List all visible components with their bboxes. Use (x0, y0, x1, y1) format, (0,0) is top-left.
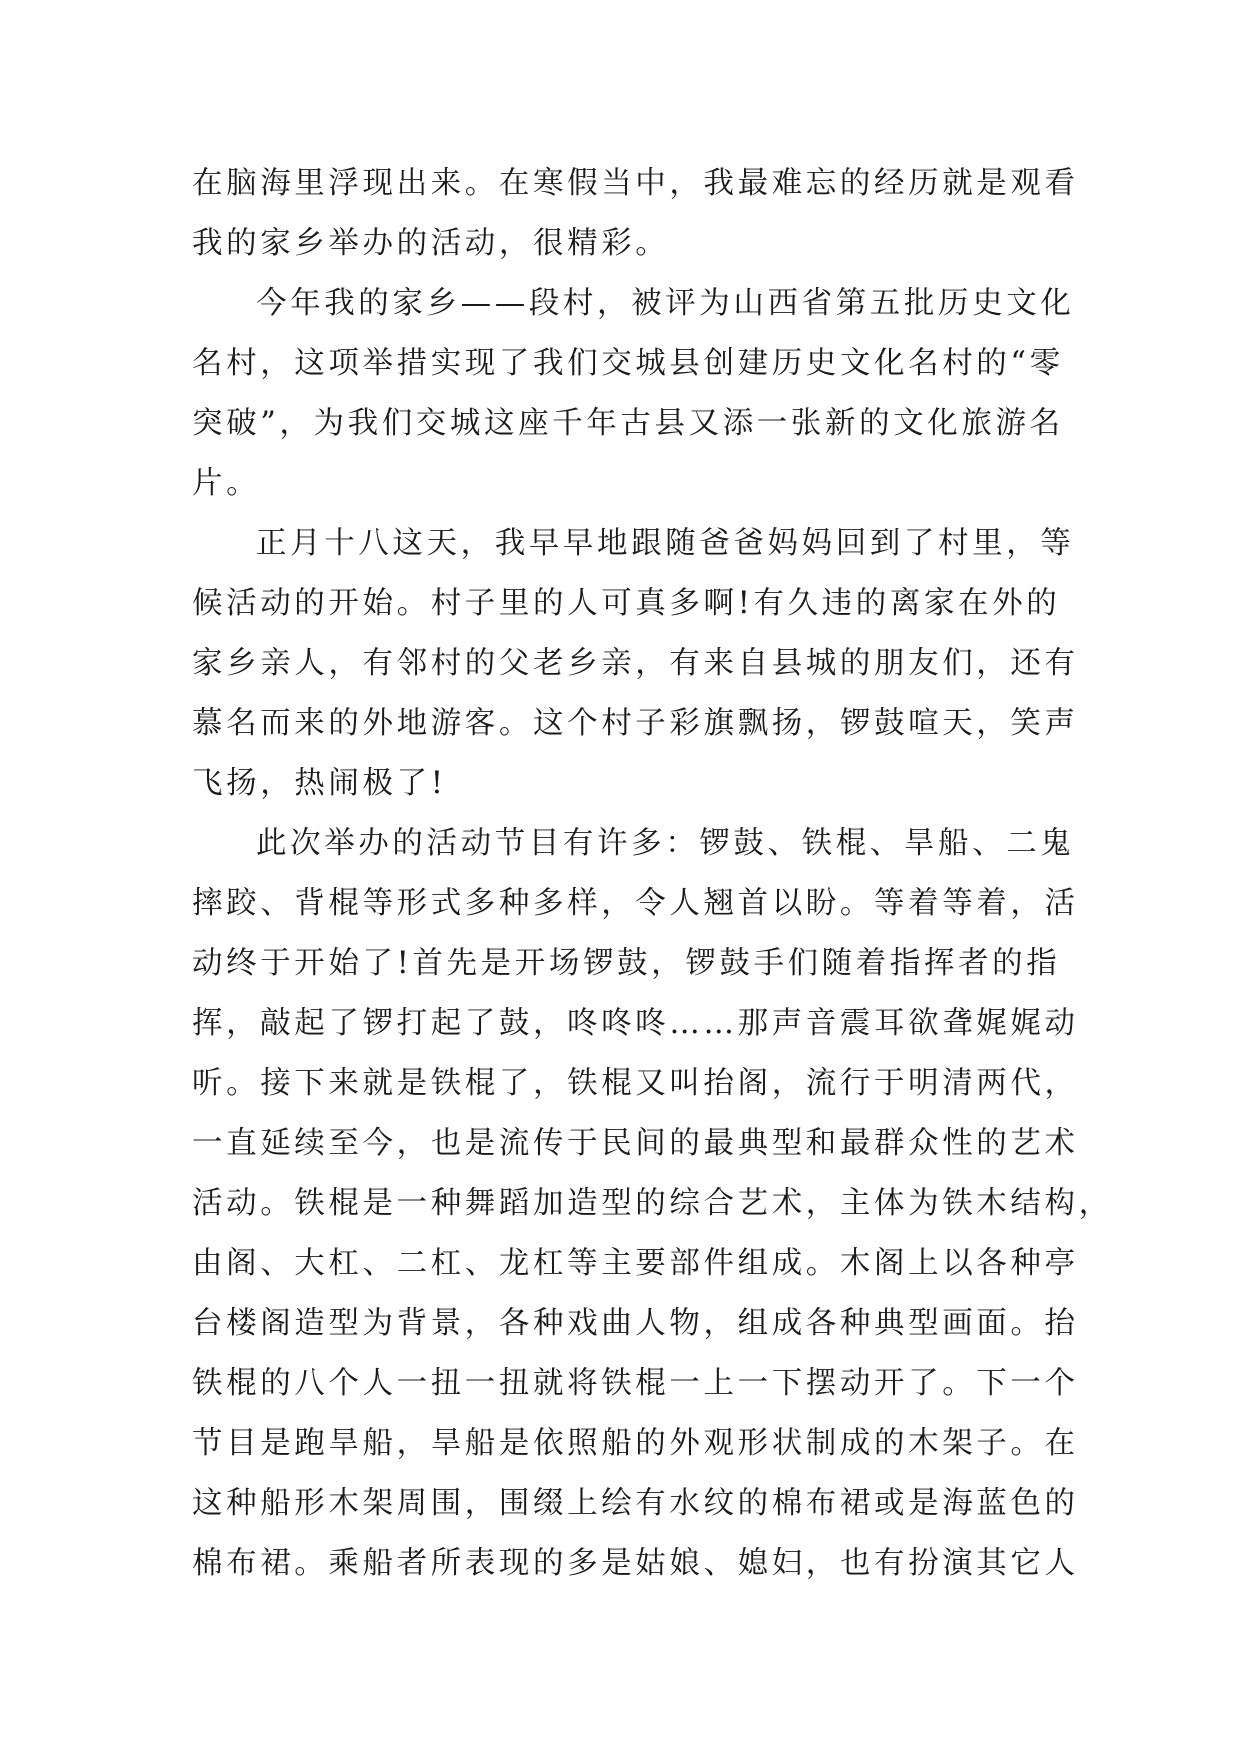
text-line: 活动。铁棍是一种舞蹈加造型的综合艺术，主体为铁木结构， (192, 1186, 1113, 1221)
text-line: 片。 (192, 466, 261, 501)
text-line: 铁棍的八个人一扭一扭就将铁棍一上一下摆动开了。下一个 (192, 1366, 1079, 1401)
text-line: 棉布裙。乘船者所表现的多是姑娘、媳妇，也有扮演其它人 (192, 1546, 1079, 1581)
text-line: 这种船形木架周围，围缀上绘有水纹的棉布裙或是海蓝色的 (192, 1486, 1079, 1521)
text-line: 今年我的家乡——段村，被评为山西省第五批历史文化 (256, 286, 1075, 321)
paragraph (192, 154, 1079, 274)
paragraph (192, 274, 1075, 514)
paragraph (192, 514, 1079, 814)
text-line: 名村，这项举措实现了我们交城县创建历史文化名村的“零 (192, 346, 1064, 381)
text-line: 节目是跑旱船，旱船是依照船的外观形状制成的木架子。在 (192, 1426, 1079, 1461)
text-line: 由阁、大杠、二杠、龙杠等主要部件组成。木阁上以各种亭 (192, 1246, 1079, 1281)
paragraph (192, 814, 1113, 1594)
text-line: 在脑海里浮现出来。在寒假当中，我最难忘的经历就是观看 (192, 166, 1079, 201)
document-body (192, 154, 1113, 1594)
text-line: 候活动的开始。村子里的人可真多啊!有久违的离家在外的 (192, 586, 1061, 621)
text-line: 我的家乡举办的活动，很精彩。 (192, 226, 670, 261)
text-line: 动终于开始了!首先是开场锣鼓，锣鼓手们随着指挥者的指 (192, 946, 1061, 981)
text-line: 突破”，为我们交城这座千年古县又添一张新的文化旅游名 (192, 406, 1064, 441)
text-line: 正月十八这天，我早早地跟随爸爸妈妈回到了村里，等 (256, 526, 1075, 561)
text-line: 慕名而来的外地游客。这个村子彩旗飘扬，锣鼓喧天，笑声 (192, 706, 1079, 741)
text-line: 家乡亲人，有邻村的父老乡亲，有来自县城的朋友们，还有 (192, 646, 1079, 681)
text-line: 听。接下来就是铁棍了，铁棍又叫抬阁，流行于明清两代， (192, 1066, 1079, 1101)
text-line: 一直延续至今，也是流传于民间的最典型和最群众性的艺术 (192, 1126, 1079, 1161)
text-line: 台楼阁造型为背景，各种戏曲人物，组成各种典型画面。抬 (192, 1306, 1079, 1341)
text-line: 此次举办的活动节目有许多：锣鼓、铁棍、旱船、二鬼 (256, 826, 1075, 861)
text-line: 挥，敲起了锣打起了鼓，咚咚咚……那声音震耳欲聋娓娓动 (192, 1006, 1079, 1041)
text-line: 摔跤、背棍等形式多种多样，令人翘首以盼。等着等着，活 (192, 886, 1079, 921)
text-line: 飞扬，热闹极了! (192, 766, 447, 801)
